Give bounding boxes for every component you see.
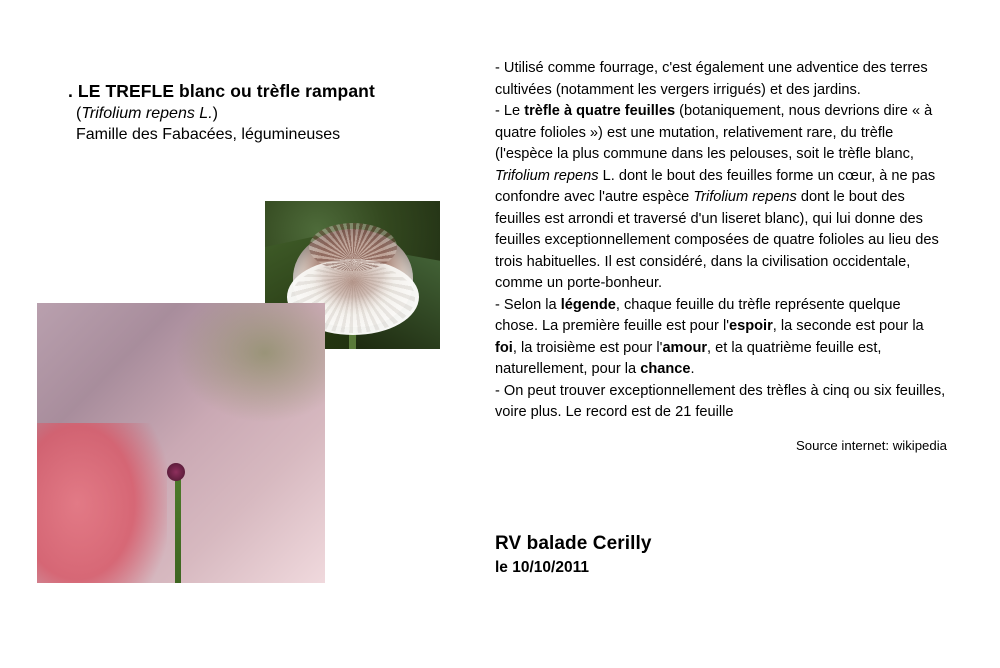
text-run: , la troisième est pour l' [512,339,663,356]
text-italic-species: Trifolium repens [693,189,797,206]
text-run: (botaniquement, nous devrions dire « à quatre folioles ») est une mutation, relativement rare, du trèfle (l'espèce la plus commune dans les pelouses, soit le trèfle blanc, [495,103,933,163]
left-column [0,0,470,668]
four-leaf-clover-photo [37,303,325,583]
text-bold-love: amour [662,339,708,356]
text-run: , chaque feuille du trèfle représente quelque chose. La première feuille est pour l' [495,296,901,335]
clover-stem [175,473,181,583]
text-bold-legend: légende [560,296,616,313]
text-run: , et la quatrième feuille est, naturellement, pour la [495,339,882,378]
scientific-name [76,103,468,124]
signature-date: le 10/10/2011 [495,559,589,576]
page-title: . LE TREFLE blanc ou trèfle rampant [68,81,375,101]
text-run: - Le [495,103,525,120]
paren-open: ( [76,105,82,123]
paren-close: ) [212,105,218,123]
text-bold-four-leaf: trèfle à quatre feuilles [524,103,676,120]
paragraph-record: - On peut trouver exceptionnellement des trèfles à cinq ou six feuilles, voire plus. Le record est de 21 feuille [495,382,946,421]
pink-flower-blur [37,423,167,583]
text-bold-faith: foi [495,339,513,356]
text-run: , la seconde est pour la [772,318,924,335]
flower-crown [309,223,397,271]
right-column [495,58,947,453]
text-run: - Selon la [495,296,561,313]
paragraph-legend [495,295,947,381]
signature-event: RV balade Cerilly [495,533,652,554]
text-run: . [690,361,695,378]
paragraph-four-leaf [495,101,947,295]
article-text [495,58,947,424]
clover-center [167,463,185,481]
scientific-name-text: Trifolium repens L. [81,105,213,123]
text-bold-luck: chance [640,361,691,378]
title-block [68,80,468,145]
text-italic-species: Trifolium repens [495,167,599,184]
olive-blur [175,303,325,423]
text-run: L. dont le bout des feuilles forme un cœur, à ne pas confondre avec l'autre espèce [495,167,936,206]
signature-block [495,533,652,577]
text-run: dont le bout des feuilles est arrondi et traversé d'un liseret blanc), qui lui donne des feuilles exceptionnellement composées de quatre folioles au lieu des trois habituelles. Il est considéré, dans la civilisation occidentale, comme un porte-bonheur. [495,189,939,292]
paragraph-usage: - Utilisé comme fourrage, c'est également une adventice des terres cultivées (notamment les vergers irrigués) et des jardins. [495,60,928,98]
family-line: Famille des Fabacées, légumineuses [76,126,341,144]
text-bold-hope: espoir [728,318,773,335]
source-credit: Source internet: wikipedia [795,437,947,453]
